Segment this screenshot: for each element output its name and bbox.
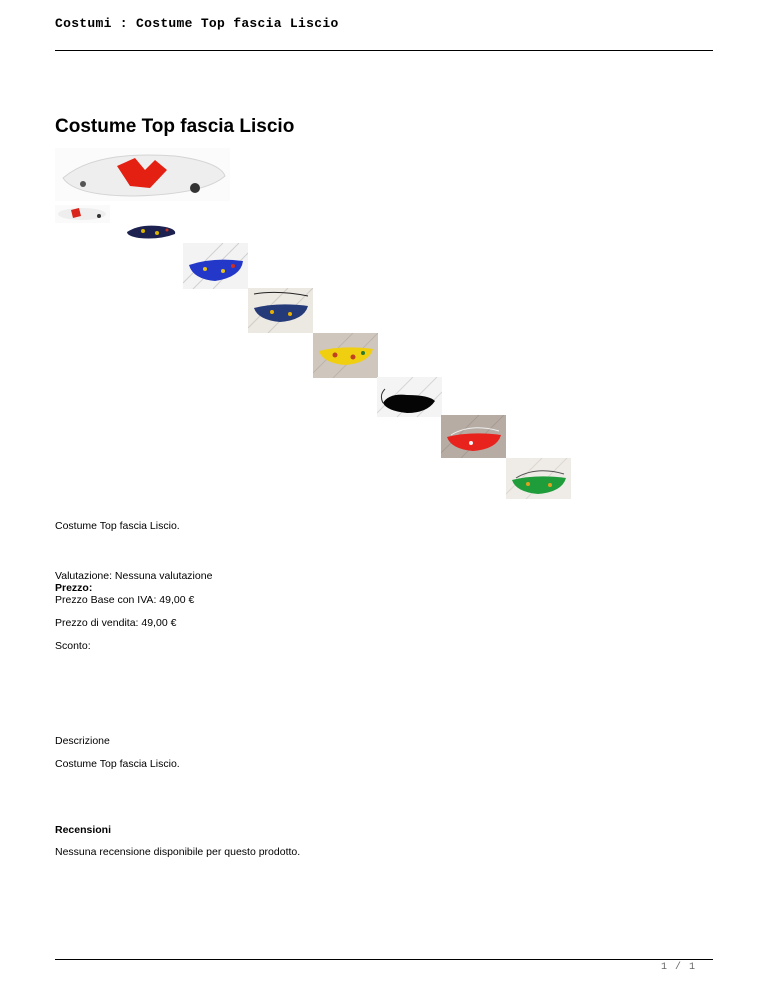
- header-divider: [55, 50, 713, 51]
- product-thumbnail-white[interactable]: [55, 205, 110, 223]
- description-text: Costume Top fascia Liscio.: [55, 758, 180, 770]
- sale-price: Prezzo di vendita: 49,00 €: [55, 617, 177, 629]
- base-price: Prezzo Base con IVA: 49,00 €: [55, 594, 195, 606]
- description-heading: Descrizione: [55, 735, 110, 747]
- product-thumbnail-black[interactable]: [377, 377, 442, 417]
- product-thumbnail-navy[interactable]: [119, 222, 184, 242]
- page-title: Costume Top fascia Liscio: [55, 116, 295, 137]
- rating-text: Valutazione: Nessuna valutazione: [55, 570, 213, 582]
- short-description: Costume Top fascia Liscio.: [55, 520, 180, 532]
- product-thumbnail-blue[interactable]: [183, 243, 248, 289]
- page-number: 1 / 1: [660, 962, 696, 973]
- product-thumbnail-yellow[interactable]: [313, 333, 378, 378]
- product-main-image: [55, 148, 230, 201]
- discount-label: Sconto:: [55, 640, 91, 652]
- price-label: Prezzo:: [55, 582, 93, 594]
- document-header-title: Costumi : Costume Top fascia Liscio: [55, 16, 339, 31]
- product-thumbnail-red[interactable]: [441, 415, 506, 458]
- reviews-text: Nessuna recensione disponibile per questo prodotto.: [55, 846, 301, 858]
- product-thumbnail-green[interactable]: [506, 458, 571, 499]
- product-thumbnail-darkblue[interactable]: [248, 288, 313, 333]
- reviews-heading: Recensioni: [55, 824, 112, 836]
- footer-divider: [55, 959, 713, 960]
